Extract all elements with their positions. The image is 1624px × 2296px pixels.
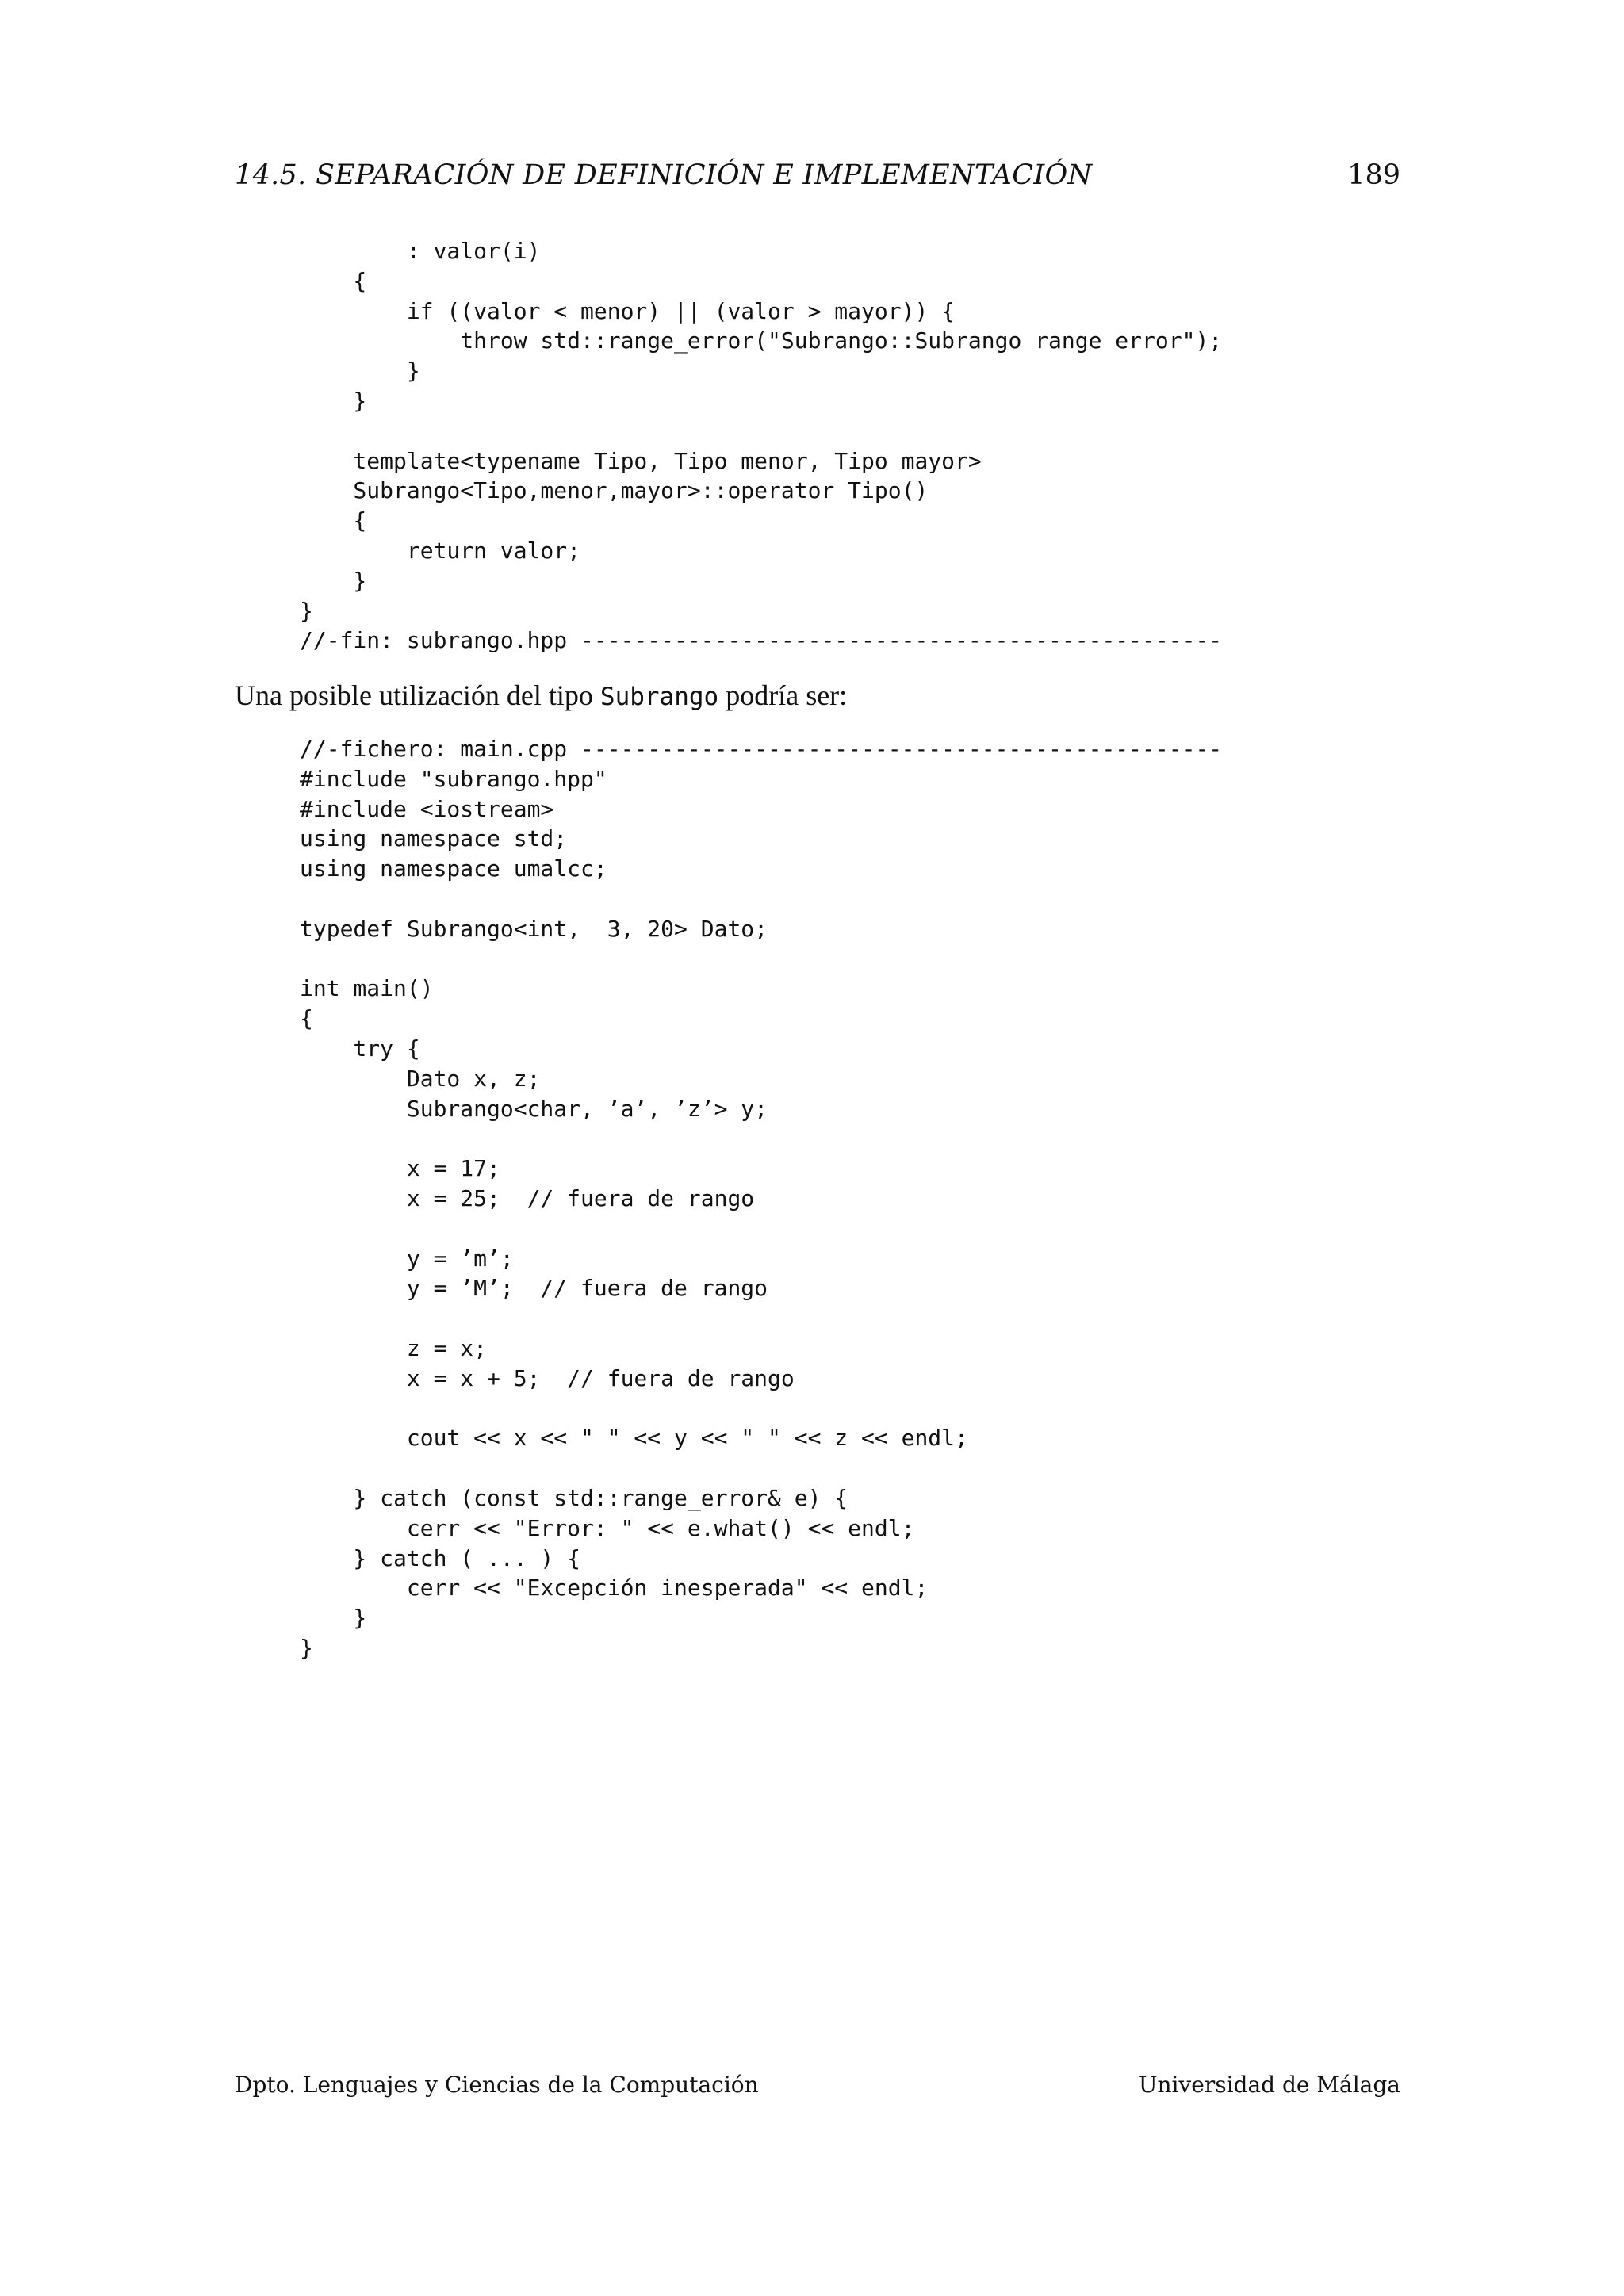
page-number: 189 <box>1347 159 1400 191</box>
footer-department: Dpto. Lenguajes y Ciencias de la Computación <box>235 2072 759 2098</box>
section-title: 14.5. SEPARACIÓN DE DEFINICIÓN E IMPLEMENTACIÓN <box>235 159 1093 191</box>
paragraph-text-before: Una posible utilización del tipo <box>235 679 600 711</box>
code-block-subrango-impl: : valor(i) { if ((valor < menor) || (valor > mayor)) { throw std::range_error("Subrango::Subrango range error"); } } template<typename Tipo, Tipo menor, Tipo mayor> Subrango<Tipo,menor,mayor>::operator Tipo() { return valor; } } //-fin: subrango.hpp ------------------------------------------------ <box>300 238 1223 654</box>
page-footer <box>235 2068 1400 2103</box>
footer-university: Universidad de Málaga <box>1138 2072 1400 2098</box>
running-header <box>235 155 1400 195</box>
body-paragraph <box>235 675 847 717</box>
code-block-main: //-fichero: main.cpp ------------------------------------------------ #include "subrango.hpp" #include <iostream> using namespace std; using namespace umalcc; typedef Subrango<int, 3, 20> Dato; int main() { try { Dato x, z; Subrango<char, ’a’, ’z’> y; x = 17; x = 25; // fuera de rango y = ’m’; y = ’M’; // fuera de rango z = x; x = x + 5; // fuera de rango cout << x << " " << y << " " << z << endl; } catch (const std::range_error& e) { cerr << "Error: " << e.what() << endl; } catch ( ... ) { cerr << "Excepción inesperada" << endl; } } <box>300 736 1223 1661</box>
inline-code: Subrango <box>599 683 719 711</box>
paragraph-text-after: podría ser: <box>718 679 848 711</box>
